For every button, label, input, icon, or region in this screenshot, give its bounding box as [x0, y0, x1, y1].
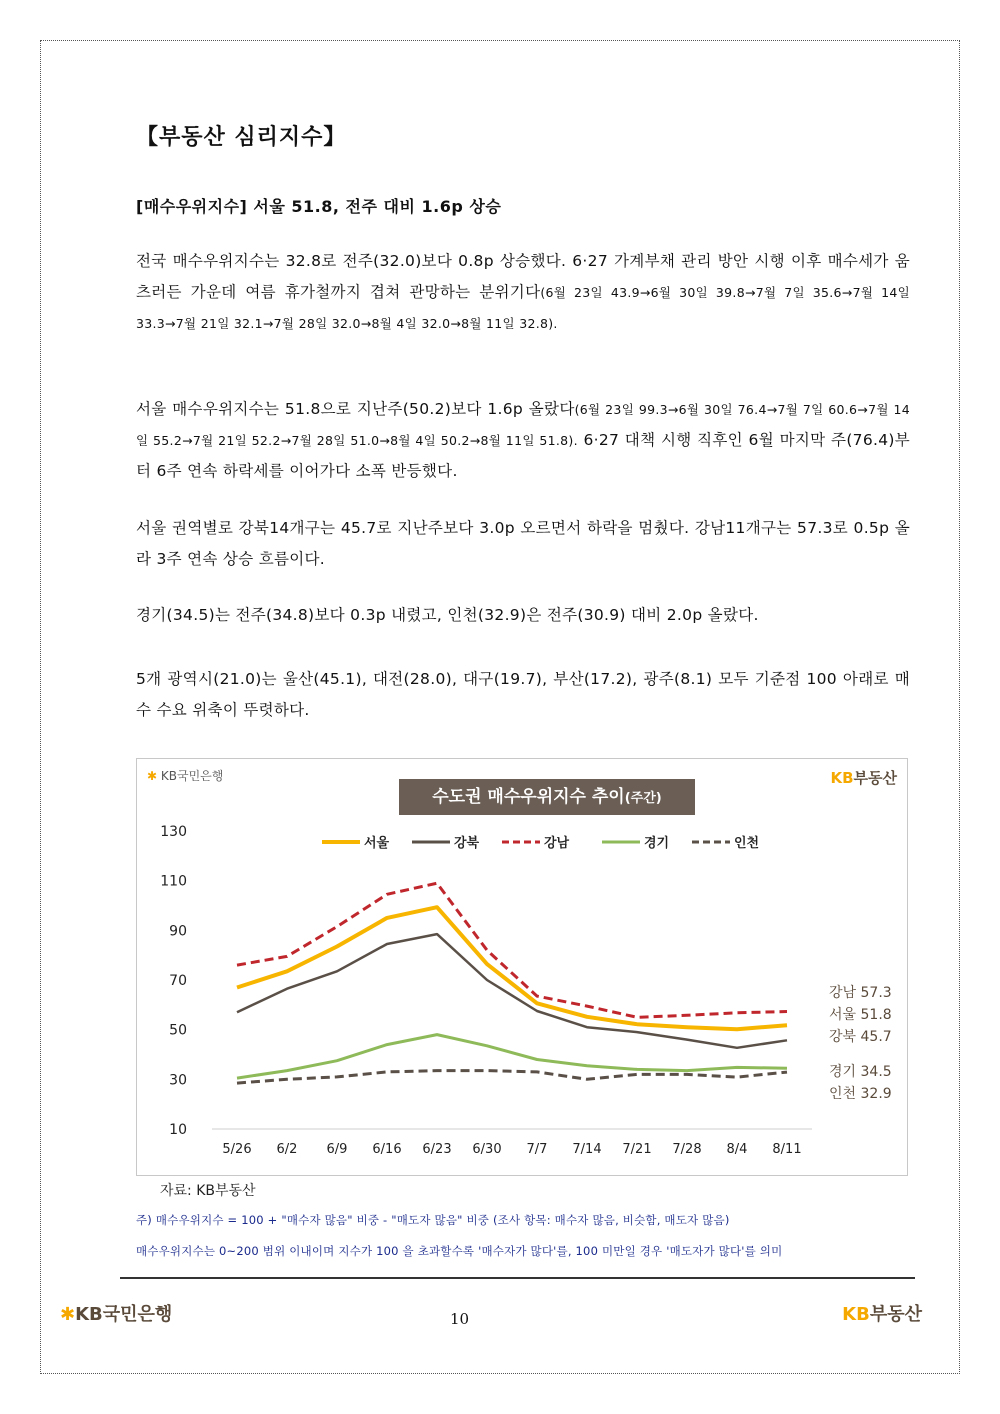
paragraph-national-main: 전국 매수우위지수는 32.8로 전주(32.0)보다 0.8p 상승했다. 6·27 가계부채 관리 방안 시행 이후 매수세가 움츠러든 가운데 여름 휴가철까지 겹쳐 관망하는 분위기다 [136, 252, 910, 301]
x-tick-label: 6/16 [372, 1142, 402, 1157]
y-tick-label: 50 [169, 1022, 187, 1039]
x-tick-label: 8/4 [726, 1142, 748, 1157]
series-line-경기 [237, 1035, 787, 1079]
x-tick-label: 6/23 [422, 1142, 452, 1157]
series-line-서울 [237, 907, 787, 1029]
series-line-강북 [237, 934, 787, 1048]
footer-bank-logo [60, 1300, 172, 1326]
footer-estate-logo-kb: KB [842, 1304, 870, 1325]
chart-title [399, 779, 695, 815]
end-value-label: 강남 57.3 [829, 985, 892, 1001]
paragraph-national [136, 246, 910, 339]
source-note: 자료: KB부동산 [160, 1183, 256, 1199]
legend-label: 강북 [454, 836, 480, 851]
x-tick-label: 7/28 [672, 1142, 702, 1157]
chart-estate-logo [830, 767, 897, 788]
chart-bank-logo [147, 767, 223, 784]
paragraph-metro-cities: 5개 광역시(21.0)는 울산(45.1), 대전(28.0), 대구(19.7), 부산(17.2), 광주(8.1) 모두 기준점 100 아래로 매수 수요 위축이 뚜렷하다. [136, 670, 910, 719]
y-tick-label: 110 [160, 873, 187, 890]
chart-estate-logo-text: 부동산 [853, 769, 897, 787]
end-value-label: 서울 51.8 [829, 1007, 892, 1023]
paragraph-seoul [136, 394, 910, 487]
chart-bank-logo-text: KB국민은행 [160, 769, 224, 783]
x-tick-label: 6/2 [276, 1142, 298, 1157]
footer-divider [120, 1277, 915, 1279]
paragraph-national-detail: (6월 23일 43.9→6월 30일 39.8→7월 7일 35.6→7월 14일 33.3→7월 21일 32.1→7월 28일 32.0→8월 4일 32.0→8월 11일 32.8). [136, 285, 910, 331]
paragraph-districts: 서울 권역별로 강북14개구는 45.7로 지난주보다 3.0p 오르면서 하락을 멈췄다. 강남11개구는 57.3로 0.5p 올라 3주 연속 상승 흐름이다. [136, 519, 910, 568]
line-chart [137, 759, 909, 1177]
footer-estate-logo [842, 1300, 922, 1326]
paragraph-seoul-tail: 6·27 대책 시행 직후인 6월 마지막 주(76.4)부터 6주 연속 하락세를 이어가다 소폭 반등했다. [136, 431, 910, 480]
x-tick-label: 7/7 [526, 1142, 548, 1157]
x-tick-label: 7/21 [622, 1142, 652, 1157]
footnote-range: 매수우위지수는 0~200 범위 이내이며 지수가 100 을 초과할수록 '매수자가 많다'를, 100 미만일 경우 '매도자가 많다'를 의미 [136, 1244, 783, 1258]
y-tick-label: 10 [169, 1122, 187, 1138]
kb-star-icon: ✱ [147, 769, 158, 783]
x-tick-label: 6/9 [326, 1142, 348, 1157]
chart-estate-logo-kb: KB [830, 769, 854, 787]
y-tick-label: 130 [160, 824, 187, 840]
footer-bank-logo-text: KB국민은행 [75, 1304, 173, 1325]
footnote-definition: 주) 매수우위지수 = 100 + "매수자 많음" 비중 - "매도자 많음" 비중 (조사 항목: 매수자 많음, 비슷함, 매도자 많음) [136, 1213, 730, 1227]
end-value-label: 강북 45.7 [829, 1029, 892, 1045]
y-tick-label: 70 [169, 973, 187, 989]
legend-label: 경기 [644, 836, 670, 851]
legend-label: 인천 [734, 836, 760, 851]
paragraph-gyeonggi-incheon: 경기(34.5)는 전주(34.8)보다 0.3p 내렸고, 인천(32.9)은 전주(30.9) 대비 2.0p 올랐다. [136, 606, 759, 624]
end-value-label: 인천 32.9 [829, 1086, 892, 1102]
series-line-강남 [237, 883, 787, 1017]
x-tick-label: 7/14 [572, 1142, 602, 1157]
end-value-label: 경기 34.5 [829, 1064, 892, 1080]
legend-label: 강남 [544, 836, 570, 851]
chart-title-main: 수도권 매수우위지수 추이 [432, 787, 625, 807]
chart-title-sub: (주간) [624, 791, 662, 806]
x-tick-label: 6/30 [472, 1142, 502, 1157]
headline: [매수우위지수] 서울 51.8, 전주 대비 1.6p 상승 [136, 197, 502, 216]
x-tick-label: 8/11 [772, 1142, 802, 1157]
y-tick-label: 90 [169, 923, 187, 940]
paragraph-seoul-detail: (6월 23일 99.3→6월 30일 76.4→7월 7일 60.6→7월 14일 55.2→7월 21일 52.2→7월 28일 51.0→8월 4일 50.2→8월 11일 51.8). [136, 402, 910, 448]
kb-star-icon: ✱ [60, 1304, 76, 1325]
footer-estate-logo-text: 부동산 [869, 1304, 922, 1325]
section-title: 【부동산 심리지수】 [136, 125, 347, 150]
paragraph-seoul-main: 서울 매수우위지수는 51.8으로 지난주(50.2)보다 1.6p 올랐다 [136, 400, 575, 418]
chart-container [136, 758, 908, 1176]
x-tick-label: 5/26 [222, 1142, 252, 1157]
y-tick-label: 30 [169, 1072, 187, 1089]
series-line-인천 [237, 1071, 787, 1084]
legend-label: 서울 [364, 836, 390, 851]
page-number: 10 [450, 1310, 470, 1328]
